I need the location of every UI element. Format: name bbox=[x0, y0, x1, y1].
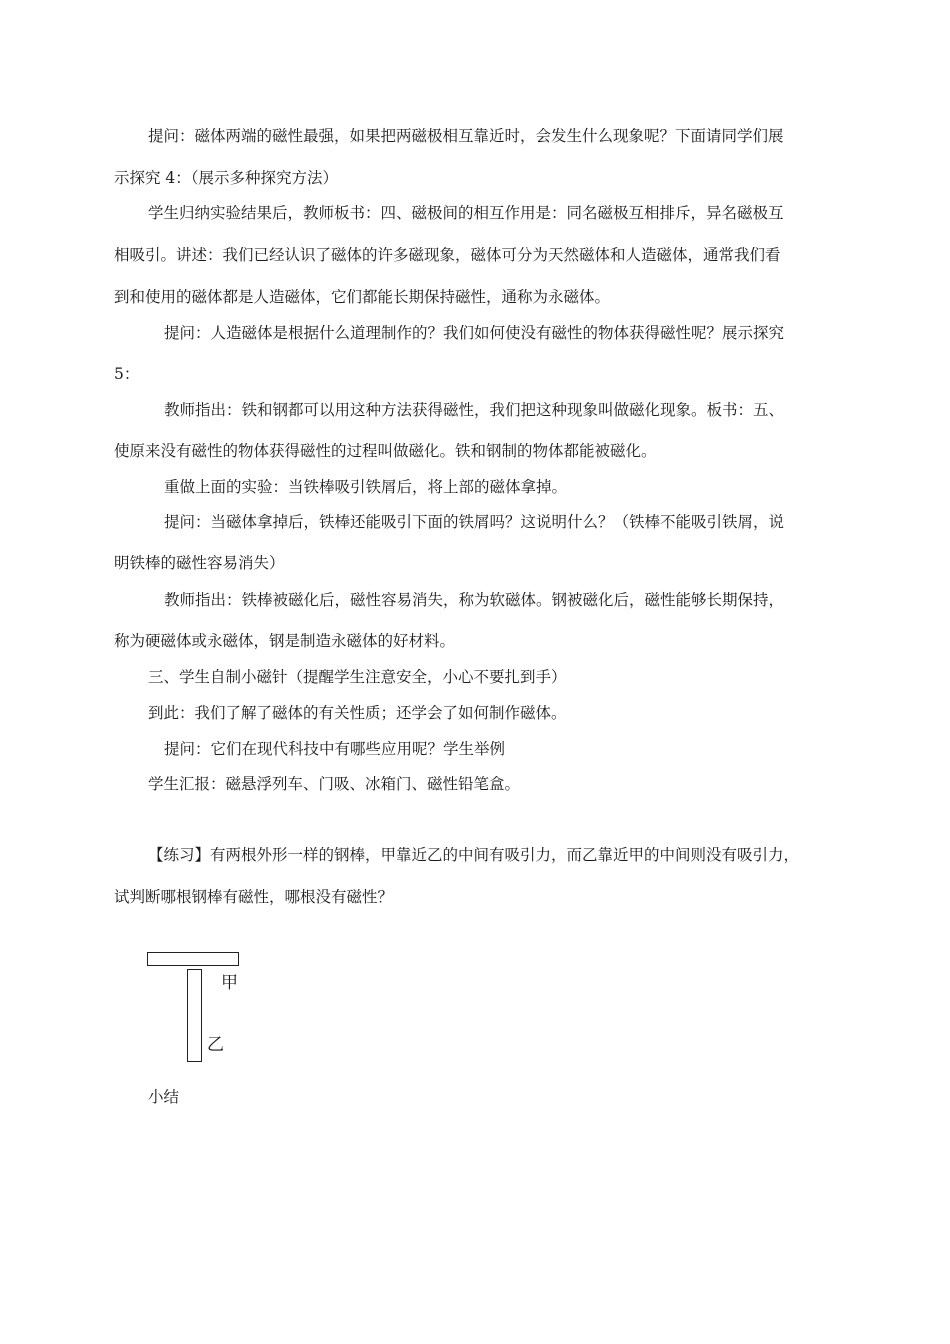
text-line: 提问：人造磁体是根据什么道理制作的？我们如何使没有磁性的物体获得磁性呢？展示探究 bbox=[164, 324, 785, 342]
label-yi: 乙 bbox=[207, 1035, 224, 1055]
text-line: 教师指出：铁棒被磁化后，磁性容易消失，称为软磁体。钢被磁化后，磁性能够长期保持， bbox=[164, 591, 785, 609]
vertical-bar bbox=[187, 969, 202, 1062]
text-line: 提问：它们在现代科技中有哪些应用呢？学生举例 bbox=[164, 740, 506, 758]
text-line: 提问：磁体两端的磁性最强，如果把两磁极相互靠近时，会发生什么现象呢？下面请同学们展 bbox=[148, 127, 784, 145]
text-line: 称为硬磁体或永磁体，钢是制造永磁体的好材料。 bbox=[114, 632, 456, 650]
text-line: 学生归纳实验结果后，教师板书：四、磁极间的相互作用是：同名磁极互相排斥，异名磁极互 bbox=[148, 204, 784, 222]
text-line: 学生汇报：磁悬浮列车、门吸、冰箱门、磁性铅笔盒。 bbox=[148, 775, 521, 793]
text-line: 明铁棒的磁性容易消失） bbox=[114, 554, 285, 572]
exercise-line: 试判断哪根钢棒有磁性，哪根没有磁性？ bbox=[114, 888, 394, 906]
horizontal-bar bbox=[147, 952, 239, 966]
section-heading: 三、学生自制小磁针（提醒学生注意安全，小心不要扎到手） bbox=[148, 668, 567, 686]
text-line: 重做上面的实验：当铁棒吸引铁屑后，将上部的磁体拿掉。 bbox=[164, 478, 568, 496]
text-line: 相吸引。讲述：我们已经认识了磁体的许多磁现象，磁体可分为天然磁体和人造磁体，通常我们看 bbox=[114, 246, 781, 264]
text-line: 示探究 4：（展示多种探究方法） bbox=[114, 169, 339, 187]
text-line: 使原来没有磁性的物体获得磁性的过程叫做磁化。铁和钢制的物体都能被磁化。 bbox=[114, 442, 657, 460]
text-line: 提问：当磁体拿掉后，铁棒还能吸引下面的铁屑吗？这说明什么？（铁棒不能吸引铁屑，说 bbox=[164, 513, 785, 531]
text-line: 5： bbox=[114, 365, 140, 383]
text-line: 到此：我们了解了磁体的有关性质；还学会了如何制作磁体。 bbox=[148, 704, 567, 722]
text-line: 教师指出：铁和钢都可以用这种方法获得磁性，我们把这种现象叫做磁化现象。板书：五、 bbox=[164, 401, 785, 419]
exercise-line: 【练习】有两根外形一样的钢棒，甲靠近乙的中间有吸引力，而乙靠近甲的中间则没有吸引力， bbox=[148, 846, 800, 864]
label-jia: 甲 bbox=[221, 973, 238, 993]
summary-label: 小结 bbox=[148, 1088, 180, 1106]
text-line: 到和使用的磁体都是人造磁体，它们都能长期保持磁性，通称为永磁体。 bbox=[114, 288, 611, 306]
